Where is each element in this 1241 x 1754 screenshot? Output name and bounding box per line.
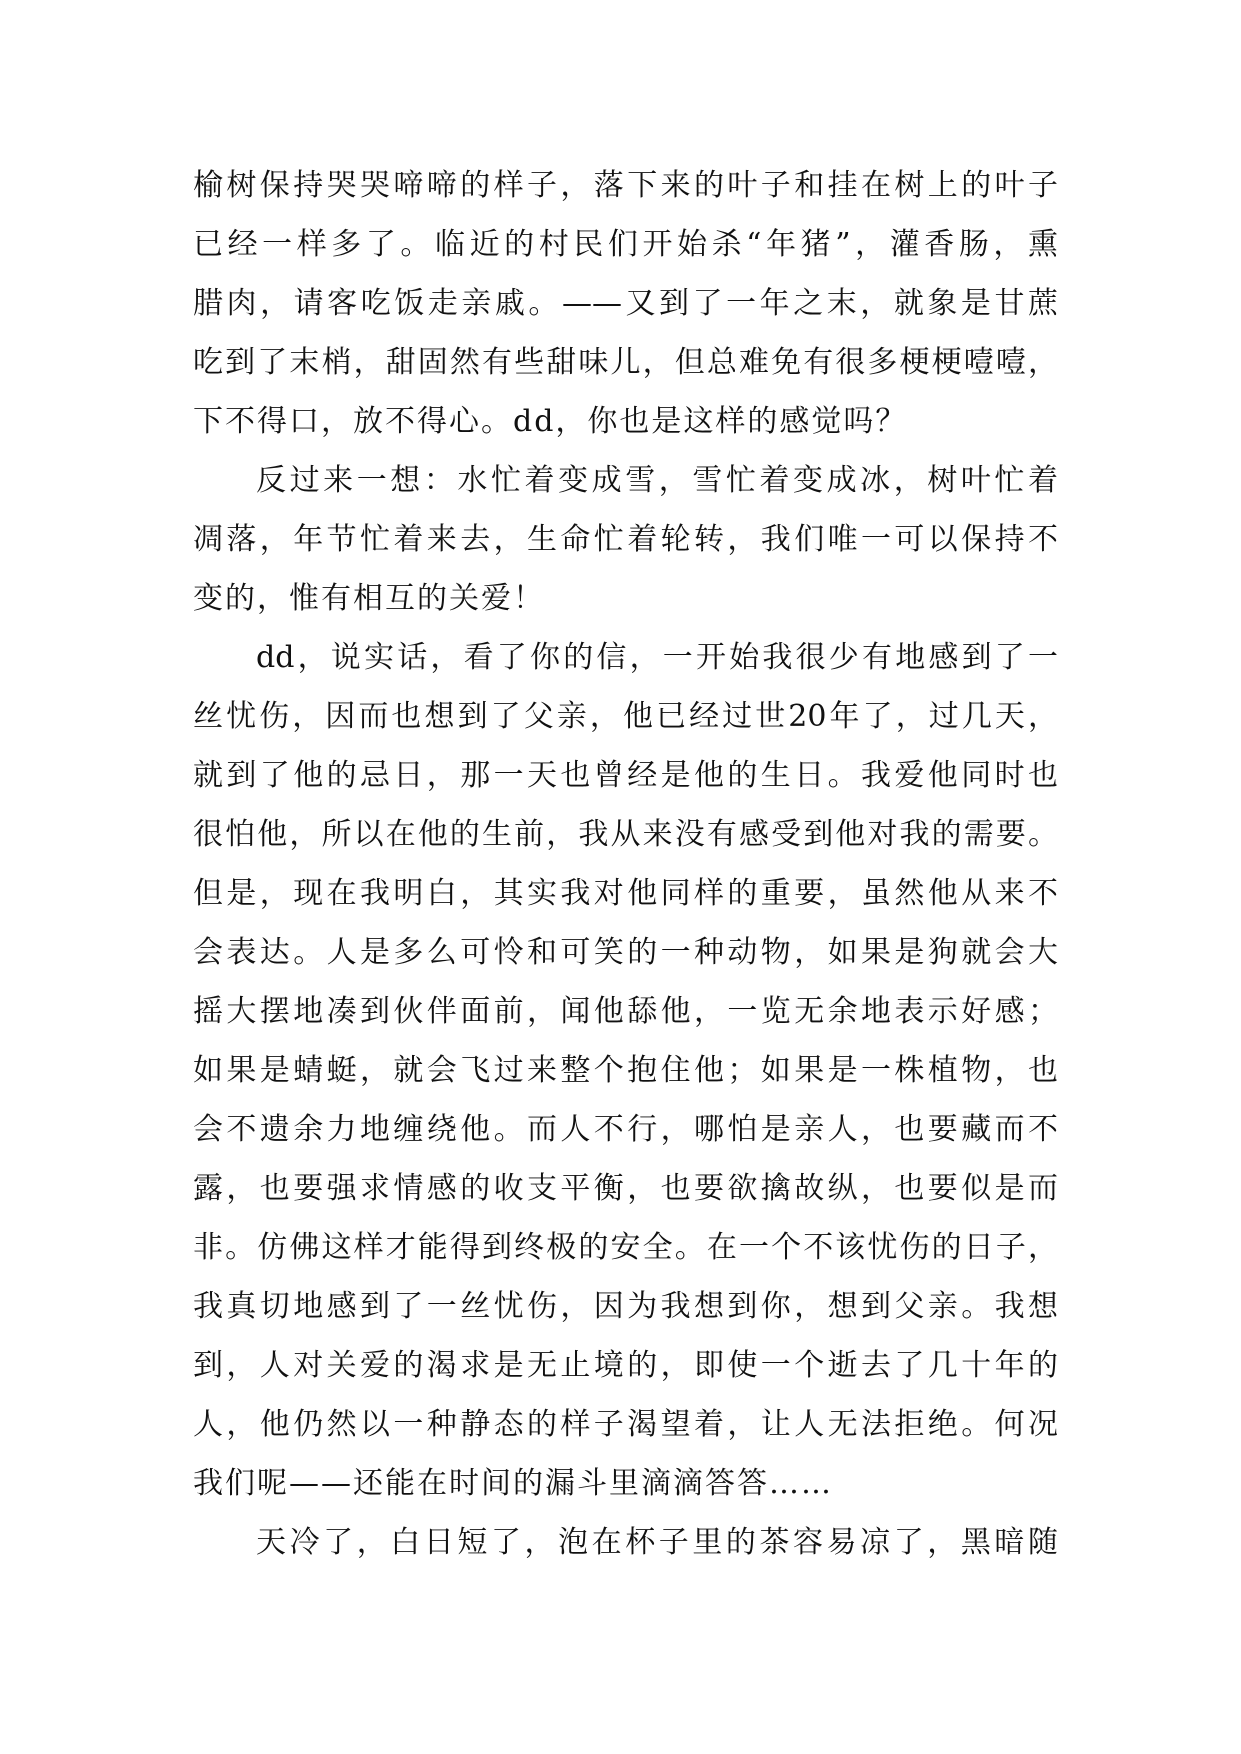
text-line: 会表达。人是多么可怜和可笑的一种动物，如果是狗就会大 [193,935,1058,970]
text-line: 露，也要强求情感的收支平衡，也要欲擒故纵，也要似是而 [193,1171,1058,1206]
text-line: 腊肉，请客吃饭走亲戚。——又到了一年之末，就象是甘蔗 [193,286,1058,321]
text-line: 如果是蜻蜓，就会飞过来整个抱住他；如果是一株植物，也 [193,1053,1058,1088]
text-line: 就到了他的忌日，那一天也曾经是他的生日。我爱他同时也 [193,758,1058,793]
text-line: 会不遗余力地缠绕他。而人不行，哪怕是亲人，也要藏而不 [193,1112,1058,1147]
body-text [193,156,1058,1572]
text-line: 人，他仍然以一种静态的样子渴望着，让人无法拒绝。何况 [193,1407,1058,1442]
text-line: 我们呢——还能在时间的漏斗里滴滴答答…… [193,1466,833,1501]
text-line: 摇大摆地凑到伙伴面前，闻他舔他，一览无余地表示好感； [193,994,1058,1029]
text-line: 丝忧伤，因而也想到了父亲，他已经过世20年了，过几天， [193,699,1058,734]
text-line: dd，说实话，看了你的信，一开始我很少有地感到了一 [256,640,1058,675]
text-line: 但是，现在我明白，其实我对他同样的重要，虽然他从来不 [193,876,1058,911]
paragraph [193,628,1058,1513]
text-line: 反过来一想：水忙着变成雪，雪忙着变成冰，树叶忙着 [256,463,1058,498]
text-line: 天冷了，白日短了，泡在杯子里的茶容易凉了，黑暗随 [256,1525,1058,1560]
text-line: 很怕他，所以在他的生前，我从来没有感受到他对我的需要。 [193,817,1058,852]
paragraph [193,451,1058,628]
text-line: 到，人对关爱的渴求是无止境的，即使一个逝去了几十年的 [193,1348,1058,1383]
paragraph [193,156,1058,451]
text-line: 我真切地感到了一丝忧伤，因为我想到你，想到父亲。我想 [193,1289,1058,1324]
text-line: 吃到了末梢，甜固然有些甜味儿，但总难免有很多梗梗噎噎， [193,345,1058,380]
text-line: 下不得口，放不得心。dd，你也是这样的感觉吗？ [193,404,908,439]
text-line: 已经一样多了。临近的村民们开始杀“年猪”，灌香肠，熏 [193,227,1058,262]
text-line: 变的，惟有相互的关爱！ [193,581,545,616]
text-line: 榆树保持哭哭啼啼的样子，落下来的叶子和挂在树上的叶子 [193,168,1058,203]
paragraph [193,1513,1058,1572]
text-line: 凋落，年节忙着来去，生命忙着轮转，我们唯一可以保持不 [193,522,1058,557]
text-line: 非。仿佛这样才能得到终极的安全。在一个不该忧伤的日子， [193,1230,1058,1265]
